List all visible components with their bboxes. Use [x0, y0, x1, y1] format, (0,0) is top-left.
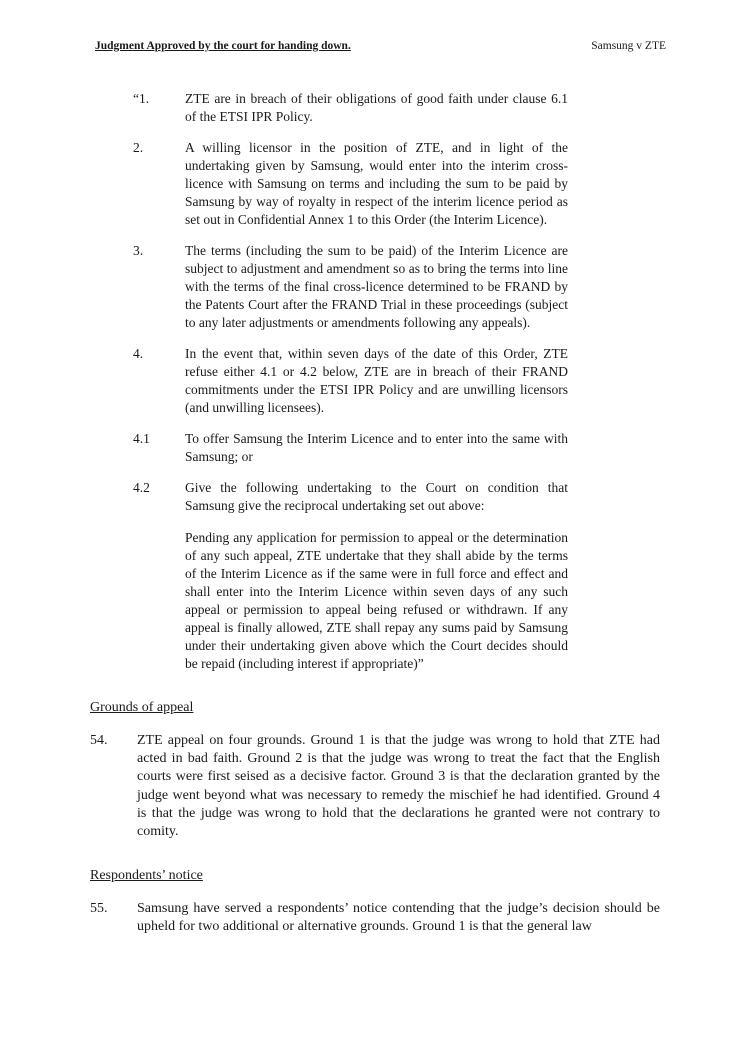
quote-item-text: The terms (including the sum to be paid) of the Interim Licence are subject to adjustment and amendment so as to bring the terms into line with the terms of the final cross-licence determined to be FRAND by the Patents Court after the FRAND Trial in these proceedings (subject to any later adjustments or amendments following any appeals).	[185, 243, 568, 330]
quote-item	[133, 242, 568, 332]
quote-item	[133, 345, 568, 417]
quote-item	[133, 139, 568, 229]
quote-item	[133, 430, 568, 466]
quote-item-text: ZTE are in breach of their obligations of good faith under clause 6.1 of the ETSI IPR Policy.	[185, 91, 568, 124]
quote-item-number: 4.	[133, 346, 144, 361]
header-case-name: Samsung v ZTE	[591, 40, 666, 52]
section-heading: Respondents’ notice	[90, 868, 203, 884]
quote-item-number: 4.2	[133, 480, 150, 495]
quote-item-number: 2.	[133, 140, 144, 155]
sections	[90, 700, 660, 937]
quote-item-text: In the event that, within seven days of the date of this Order, ZTE refuse either 4.1 or 4.2 below, ZTE are in breach of their FRAND commitments under the ETSI IPR Policy and are unwilling licensors (and unwilling licensees).	[185, 346, 568, 415]
section-heading: Grounds of appeal	[90, 700, 194, 715]
paragraph-text: ZTE appeal on four grounds. Ground 1 is that the judge was wrong to hold that ZTE had acted in bad faith. Ground 2 is that the judge was wrong to treat the fact that the English courts were first seised as a decisive factor. Ground 3 is that the declaration granted by the judge went beyond what was necessary to remedy the mischief he had identified. Ground 4 is that the judge was wrong to hold that the declarations he granted were not contrary to comity.	[137, 733, 660, 840]
numbered-paragraph	[90, 900, 660, 936]
header-approval-note: Judgment Approved by the court for handing down.	[95, 40, 351, 52]
quote-item-text: A willing licensor in the position of ZTE, and in light of the undertaking given by Samsung, would enter into the interim cross-licence with Samsung on terms and including the sum to be paid by Samsung by way of royalty in respect of the interim licence period as set out in Confidential Annex 1 to this Order (the Interim Licence).	[185, 140, 568, 227]
page-header	[95, 40, 666, 52]
paragraph-number: 55.	[90, 901, 108, 917]
undertaking-paragraph: Pending any application for permission to appeal or the determination of any such appeal, ZTE undertake that they shall abide by the terms of the Interim Licence as if the same were in full force and effect and shall enter into the Interim Licence within seven days of any such appeal or permission to appeal being refused or withdrawn. If any appeal is finally allowed, ZTE shall repay any sums paid by Samsung under their undertaking given above which the Court decides should be repaid (including interest if appropriate)”	[185, 530, 568, 671]
paragraph-text: Samsung have served a respondents’ notice contending that the judge’s decision should be upheld for two additional or alternative grounds. Ground 1 is that the general law	[137, 901, 660, 935]
quote-item-number: 4.1	[133, 431, 150, 446]
quote-list	[133, 90, 568, 515]
quote-item-text: To offer Samsung the Interim Licence and to enter into the same with Samsung; or	[185, 431, 568, 464]
quote-item-number: 3.	[133, 243, 144, 258]
quoted-order-block	[133, 90, 568, 673]
paragraph-number: 54.	[90, 733, 108, 748]
quote-item-number: “1.	[133, 91, 150, 106]
quote-item-text: Give the following undertaking to the Court on condition that Samsung give the reciprocal undertaking set out above:	[185, 480, 568, 513]
quote-item	[133, 479, 568, 515]
numbered-paragraph	[90, 732, 660, 841]
quote-item	[133, 90, 568, 126]
document-content	[90, 90, 660, 957]
